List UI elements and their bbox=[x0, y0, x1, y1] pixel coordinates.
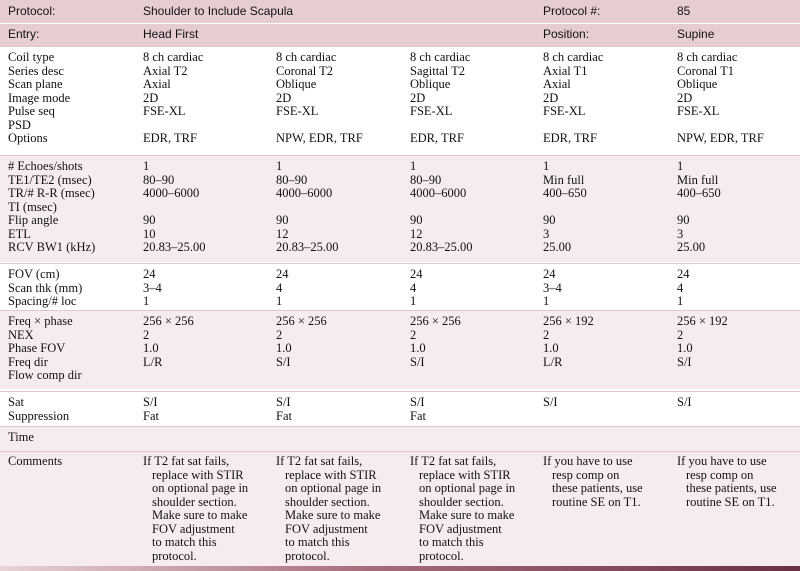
comment-line: protocol. bbox=[285, 548, 330, 563]
comment-cell bbox=[543, 455, 643, 509]
table-cell: 3–4 bbox=[143, 280, 162, 295]
row-label: NEX bbox=[8, 327, 34, 342]
table-cell: Axial T1 bbox=[543, 63, 588, 78]
row-label: TR/# R-R (msec) bbox=[8, 186, 95, 200]
table-cell: 25.00 bbox=[677, 240, 706, 254]
table-cell: 1 bbox=[410, 159, 417, 173]
header-separator bbox=[0, 23, 800, 24]
table-cell: Axial bbox=[143, 77, 171, 91]
position-label: Position: bbox=[543, 27, 590, 41]
table-cell: 3 bbox=[677, 226, 684, 241]
table-cell: Coronal T2 bbox=[276, 63, 334, 78]
table-cell: 90 bbox=[543, 213, 556, 227]
row-label: Series desc bbox=[8, 63, 64, 78]
row-label: Coil type bbox=[8, 50, 55, 64]
table-cell: 80–90 bbox=[410, 172, 442, 187]
table-cell: FSE-XL bbox=[543, 104, 586, 118]
comment-line: Make sure to make bbox=[285, 508, 381, 522]
entry-value: Head First bbox=[143, 27, 199, 41]
comment-line: shoulder section. bbox=[419, 494, 504, 509]
table-cell: 10 bbox=[143, 226, 156, 241]
row-label: FOV (cm) bbox=[8, 267, 60, 281]
table-cell: 2D bbox=[276, 90, 292, 105]
table-cell: 1 bbox=[143, 159, 150, 173]
table-cell: 1.0 bbox=[410, 341, 426, 355]
comment-line: shoulder section. bbox=[285, 494, 370, 509]
table-cell: 24 bbox=[410, 267, 423, 281]
table-cell: S/I bbox=[677, 395, 692, 409]
table-cell: 2 bbox=[276, 327, 283, 342]
row-label: Flow comp dir bbox=[8, 368, 82, 382]
row-label: # Echoes/shots bbox=[8, 159, 83, 173]
table-cell: 4000–6000 bbox=[143, 186, 200, 200]
protocol-number-label: Protocol #: bbox=[543, 4, 601, 18]
table-cell: 2 bbox=[410, 327, 417, 342]
table-cell: 20.83–25.00 bbox=[410, 240, 473, 254]
row-label: TE1/TE2 (msec) bbox=[8, 172, 92, 187]
row-label: TI (msec) bbox=[8, 199, 57, 214]
comment-line: resp comp on bbox=[552, 467, 620, 482]
table-cell: 2 bbox=[143, 327, 150, 342]
comment-line: protocol. bbox=[419, 548, 464, 563]
table-cell: 2D bbox=[143, 90, 159, 105]
comment-line: replace with STIR bbox=[419, 467, 511, 482]
table-cell: NPW, EDR, TRF bbox=[677, 131, 764, 145]
row-label: Time bbox=[8, 430, 34, 444]
row-label: Freq dir bbox=[8, 354, 48, 369]
table-cell: S/I bbox=[410, 395, 425, 409]
entry-label: Entry: bbox=[8, 27, 40, 41]
table-cell: L/R bbox=[543, 354, 563, 369]
comment-line: If you have to use bbox=[677, 454, 767, 468]
table-cell: 12 bbox=[276, 226, 289, 241]
comment-line: If you have to use bbox=[543, 454, 633, 468]
table-cell: Oblique bbox=[276, 77, 317, 91]
table-cell: 8 ch cardiac bbox=[143, 50, 204, 64]
comment-line: resp comp on bbox=[686, 467, 754, 482]
comment-line: Make sure to make bbox=[152, 508, 248, 522]
group-separator bbox=[0, 263, 800, 264]
table-cell: Axial T2 bbox=[143, 63, 188, 78]
table-cell: 2 bbox=[543, 327, 550, 342]
row-label: Suppression bbox=[8, 408, 70, 423]
group-separator bbox=[0, 155, 800, 156]
table-cell: 90 bbox=[677, 213, 690, 227]
table-cell: 8 ch cardiac bbox=[410, 50, 471, 64]
comment-line: shoulder section. bbox=[152, 494, 237, 509]
table-cell: FSE-XL bbox=[677, 104, 720, 118]
comment-line: If T2 fat sat fails, bbox=[410, 454, 497, 468]
table-cell: 4 bbox=[677, 280, 684, 295]
table-cell: 400–650 bbox=[543, 186, 587, 200]
table-cell: 4 bbox=[410, 280, 417, 295]
comment-line: these patients, use bbox=[686, 481, 777, 495]
table-cell: 1 bbox=[543, 294, 550, 308]
table-cell: 1.0 bbox=[543, 341, 559, 355]
comment-line: to match this bbox=[285, 535, 350, 549]
table-cell: S/I bbox=[543, 395, 558, 409]
table-cell: 80–90 bbox=[143, 172, 175, 187]
row-group-6 bbox=[0, 427, 800, 451]
table-cell: Fat bbox=[410, 408, 426, 423]
table-cell: 8 ch cardiac bbox=[543, 50, 604, 64]
table-cell: 1.0 bbox=[677, 341, 693, 355]
group-separator bbox=[0, 391, 800, 392]
table-cell: Oblique bbox=[410, 77, 451, 91]
table-cell: 4 bbox=[276, 280, 283, 295]
table-cell: 1.0 bbox=[276, 341, 292, 355]
table-cell: 20.83–25.00 bbox=[276, 240, 339, 254]
table-cell: 3–4 bbox=[543, 280, 562, 295]
table-cell: 1 bbox=[143, 294, 150, 308]
table-cell: 256 × 256 bbox=[143, 314, 194, 328]
table-cell: 8 ch cardiac bbox=[677, 50, 738, 64]
table-cell: 2D bbox=[677, 90, 693, 105]
table-cell: 80–90 bbox=[276, 172, 308, 187]
row-label: RCV BW1 (kHz) bbox=[8, 240, 96, 254]
table-cell: 20.83–25.00 bbox=[143, 240, 206, 254]
table-cell: 256 × 192 bbox=[543, 314, 594, 328]
protocol-label: Protocol: bbox=[8, 4, 56, 18]
comment-cell bbox=[410, 455, 515, 563]
table-cell: EDR, TRF bbox=[143, 131, 197, 145]
group-separator bbox=[0, 46, 800, 47]
row-label: Options bbox=[8, 131, 48, 145]
table-cell: L/R bbox=[143, 354, 163, 369]
table-cell: 24 bbox=[276, 267, 289, 281]
table-cell: FSE-XL bbox=[410, 104, 453, 118]
comments-label: Comments bbox=[8, 454, 63, 468]
row-label: Sat bbox=[8, 395, 24, 409]
table-cell: 256 × 256 bbox=[276, 314, 327, 328]
comment-line: routine SE on T1. bbox=[552, 494, 641, 509]
table-cell: 3 bbox=[543, 226, 550, 241]
table-cell: S/I bbox=[143, 395, 158, 409]
table-cell: 25.00 bbox=[543, 240, 572, 254]
table-cell: Min full bbox=[543, 172, 585, 187]
table-cell: 1 bbox=[276, 294, 283, 308]
group-separator bbox=[0, 310, 800, 311]
table-cell: 4000–6000 bbox=[276, 186, 333, 200]
comment-line: these patients, use bbox=[552, 481, 643, 495]
protocol-value: Shoulder to Include Scapula bbox=[143, 4, 294, 18]
row-label: ETL bbox=[8, 226, 31, 241]
comment-line: to match this bbox=[419, 535, 484, 549]
table-cell: 1 bbox=[677, 159, 684, 173]
bottom-rule bbox=[0, 566, 800, 571]
comment-cell bbox=[143, 455, 248, 563]
table-cell: 1 bbox=[410, 294, 417, 308]
group-separator bbox=[0, 426, 800, 427]
comment-cell bbox=[677, 455, 777, 509]
table-cell: 400–650 bbox=[677, 186, 721, 200]
table-cell: 1 bbox=[276, 159, 283, 173]
table-cell: Fat bbox=[276, 408, 292, 423]
table-cell: 2D bbox=[543, 90, 559, 105]
comment-line: protocol. bbox=[152, 548, 197, 563]
table-cell: 2 bbox=[677, 327, 684, 342]
row-label: Freq × phase bbox=[8, 314, 73, 328]
comment-cell bbox=[276, 455, 381, 563]
position-value: Supine bbox=[677, 27, 715, 41]
table-cell: S/I bbox=[410, 354, 425, 369]
table-cell: Axial bbox=[543, 77, 571, 91]
table-cell: 4000–6000 bbox=[410, 186, 467, 200]
comment-line: If T2 fat sat fails, bbox=[276, 454, 363, 468]
row-label: Scan plane bbox=[8, 77, 63, 91]
table-cell: S/I bbox=[677, 354, 692, 369]
comment-line: FOV adjustment bbox=[152, 521, 235, 536]
table-cell: 1 bbox=[677, 294, 684, 308]
row-label: Spacing/# loc bbox=[8, 294, 77, 308]
table-cell: S/I bbox=[276, 354, 291, 369]
table-cell: 12 bbox=[410, 226, 423, 241]
row-label: Image mode bbox=[8, 90, 71, 105]
comment-line: to match this bbox=[152, 535, 217, 549]
table-cell: Oblique bbox=[677, 77, 718, 91]
comment-line: on optional page in bbox=[285, 481, 382, 495]
table-cell: 8 ch cardiac bbox=[276, 50, 337, 64]
comment-line: on optional page in bbox=[152, 481, 249, 495]
protocol-number-value: 85 bbox=[677, 4, 691, 18]
row-label: Pulse seq bbox=[8, 104, 55, 118]
table-cell: 90 bbox=[143, 213, 156, 227]
table-cell: 256 × 256 bbox=[410, 314, 461, 328]
table-cell: 90 bbox=[276, 213, 289, 227]
table-cell: 24 bbox=[677, 267, 690, 281]
comment-line: routine SE on T1. bbox=[686, 494, 775, 509]
row-label: PSD bbox=[8, 117, 31, 132]
comment-line: Make sure to make bbox=[419, 508, 515, 522]
table-cell: FSE-XL bbox=[276, 104, 319, 118]
table-cell: 1 bbox=[543, 159, 550, 173]
row-label: Flip angle bbox=[8, 213, 59, 227]
table-cell: Min full bbox=[677, 172, 719, 187]
table-cell: Coronal T1 bbox=[677, 63, 735, 78]
comment-line: FOV adjustment bbox=[285, 521, 368, 536]
table-cell: 24 bbox=[143, 267, 156, 281]
table-cell: EDR, TRF bbox=[543, 131, 597, 145]
group-separator bbox=[0, 451, 800, 452]
table-cell: Sagittal T2 bbox=[410, 63, 465, 78]
table-cell: Fat bbox=[143, 408, 159, 423]
table-cell: EDR, TRF bbox=[410, 131, 464, 145]
row-label: Scan thk (mm) bbox=[8, 280, 83, 295]
table-cell: 90 bbox=[410, 213, 423, 227]
table-cell: 256 × 192 bbox=[677, 314, 728, 328]
table-cell: 2D bbox=[410, 90, 426, 105]
table-cell: NPW, EDR, TRF bbox=[276, 131, 363, 145]
comment-line: on optional page in bbox=[419, 481, 516, 495]
table-cell: 1.0 bbox=[143, 341, 159, 355]
comment-line: replace with STIR bbox=[152, 467, 244, 482]
table-cell: S/I bbox=[276, 395, 291, 409]
comment-line: If T2 fat sat fails, bbox=[143, 454, 230, 468]
row-label: Phase FOV bbox=[8, 341, 66, 355]
comment-line: FOV adjustment bbox=[419, 521, 502, 536]
comment-line: replace with STIR bbox=[285, 467, 377, 482]
table-cell: 24 bbox=[543, 267, 556, 281]
table-cell: FSE-XL bbox=[143, 104, 186, 118]
